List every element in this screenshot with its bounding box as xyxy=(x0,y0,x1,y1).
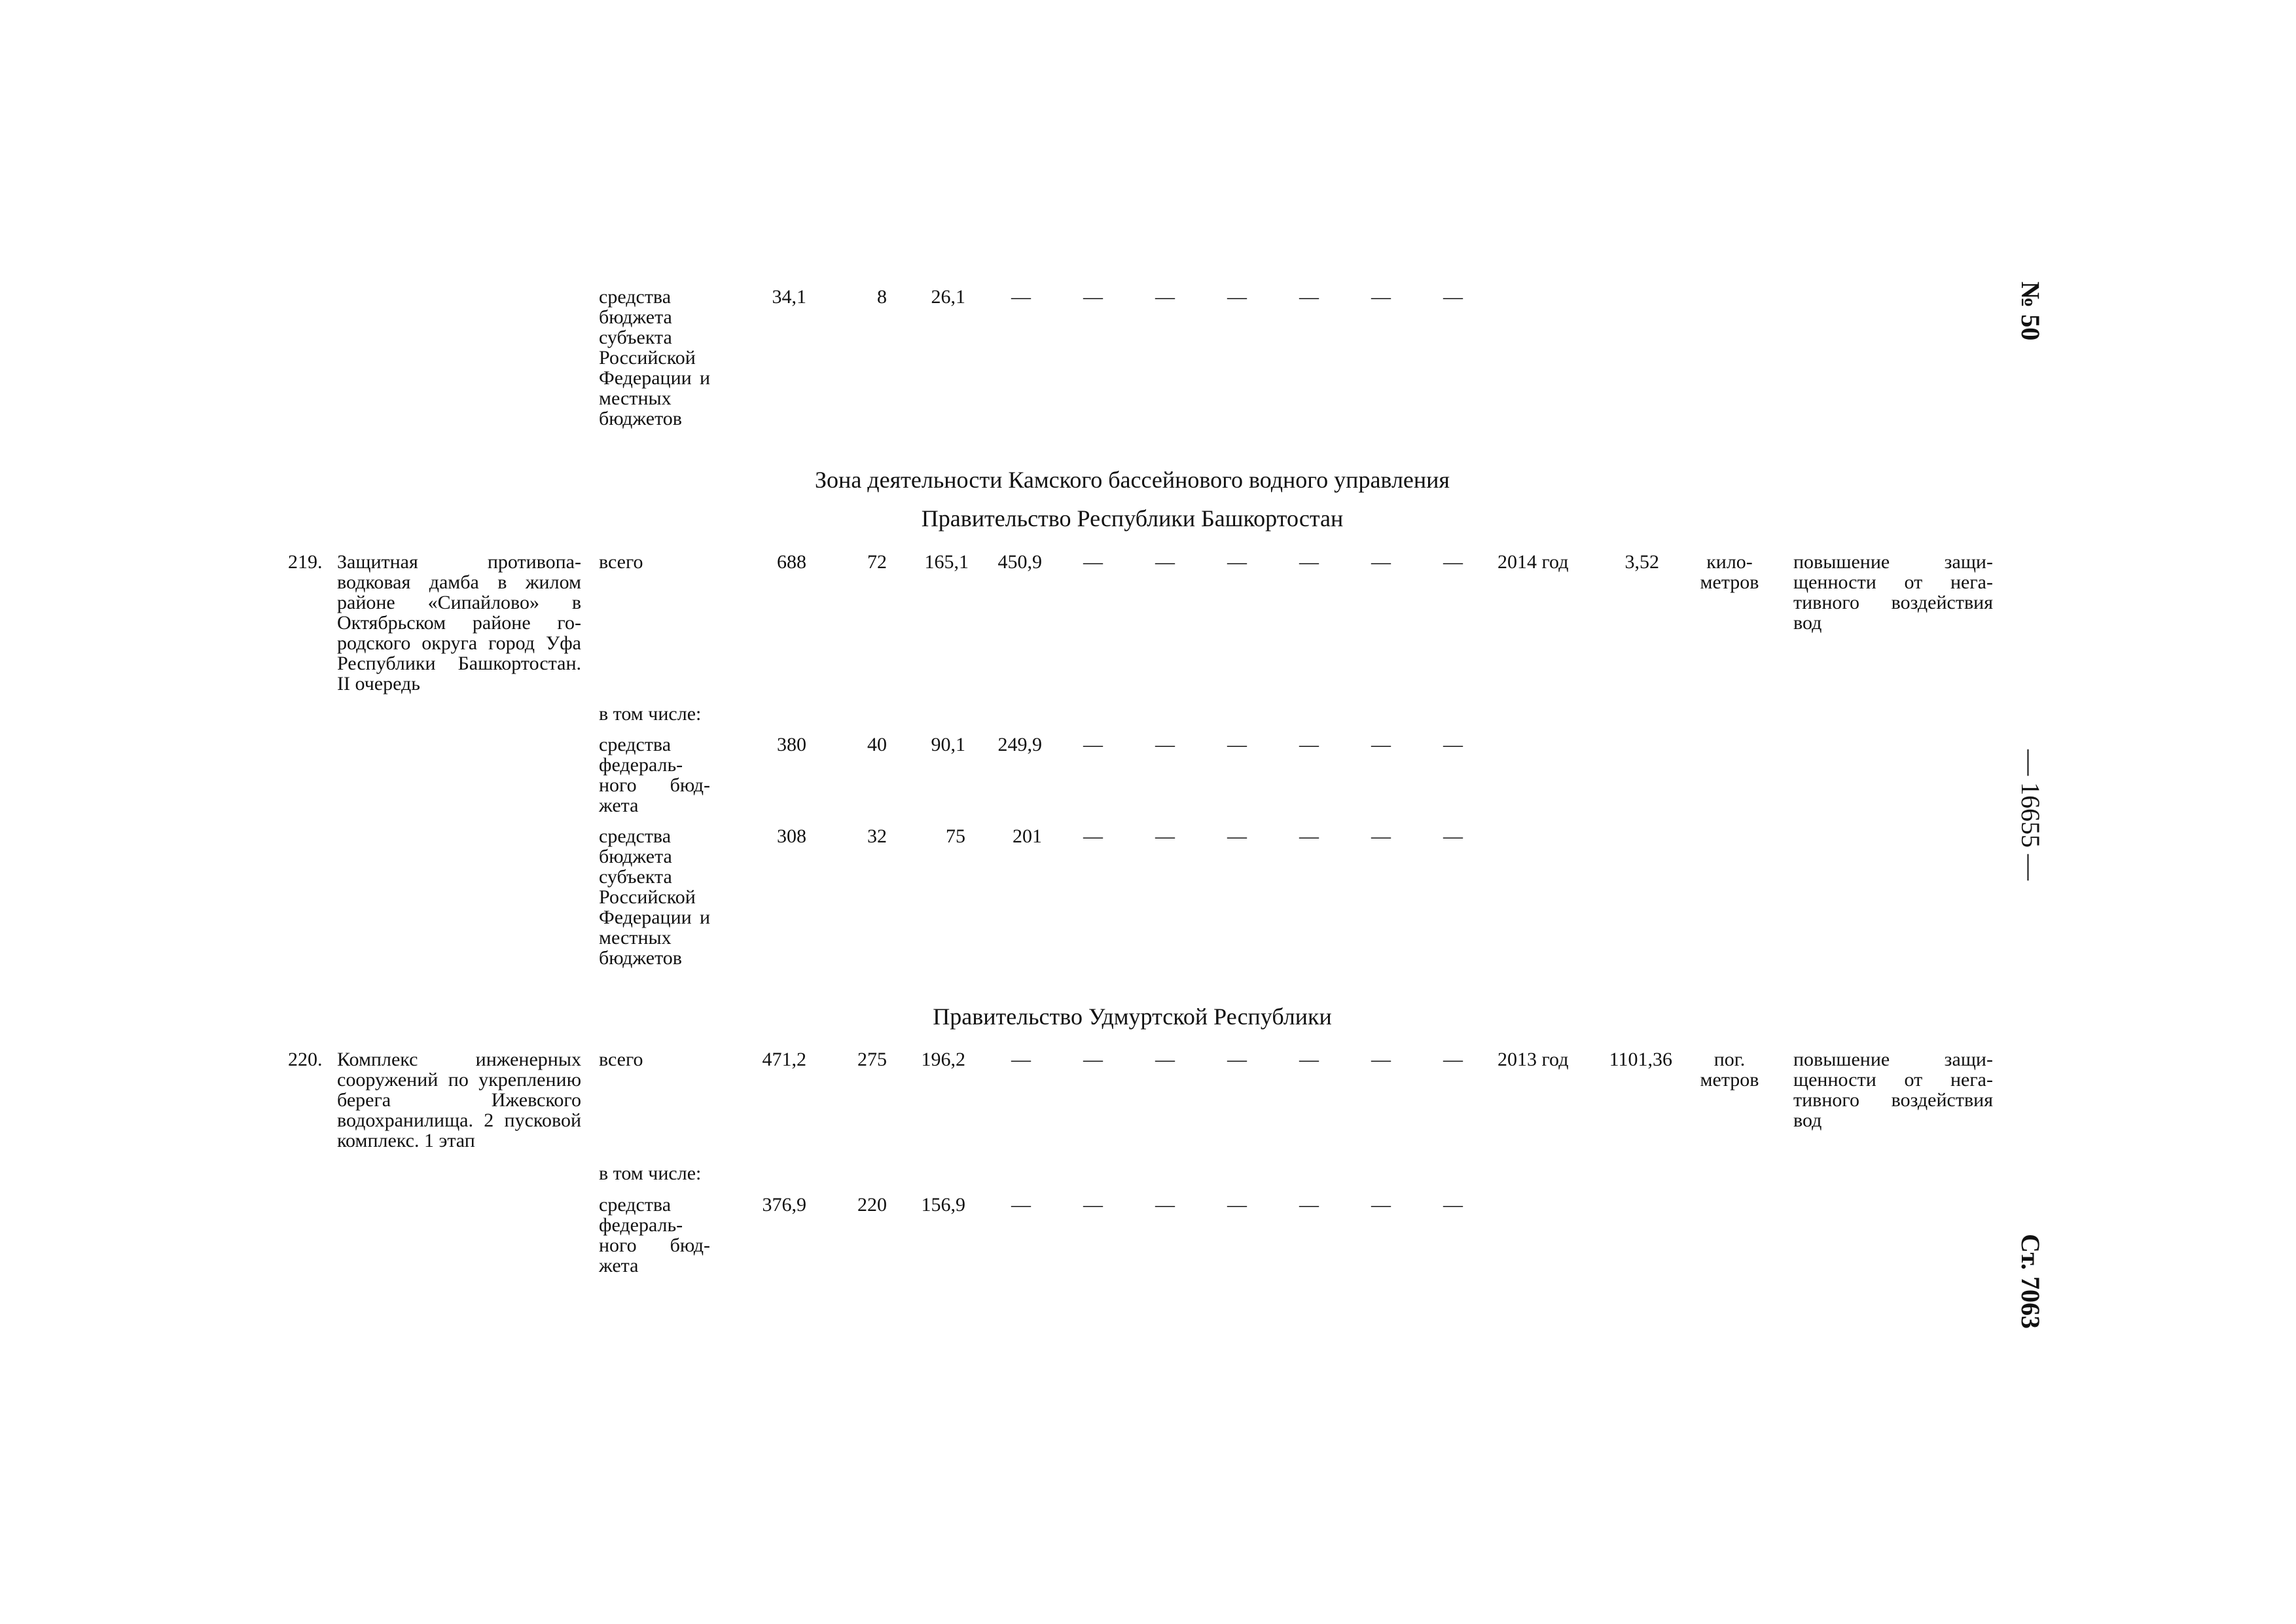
dash-cell: — xyxy=(1011,286,1031,308)
amount-total: 471,2 xyxy=(762,1049,806,1070)
amount-year-1: 32 xyxy=(867,825,887,847)
capacity-unit: километров xyxy=(1700,551,1759,593)
amount-year-2: 156,9 xyxy=(921,1194,965,1216)
dash-cell: — xyxy=(1083,1049,1103,1070)
amount-year-1: 40 xyxy=(867,734,887,755)
amount-year-2: 165,1 xyxy=(924,551,969,573)
amount-year-1: 220 xyxy=(857,1194,887,1216)
dash-cell: — xyxy=(1083,1194,1103,1216)
dash-cell: — xyxy=(1083,551,1103,573)
item-name: Защитная противопаводковая дамба в жилом районе «Сипайлово» в Октябрьском районе городского округа город Уфа Республики Башкортостан. II очередь xyxy=(337,551,581,695)
including-label: в том числе: xyxy=(599,1163,702,1184)
dash-cell: — xyxy=(1371,734,1391,755)
amount-year-1: 72 xyxy=(867,551,887,573)
dash-cell: — xyxy=(1443,551,1463,573)
dash-cell: — xyxy=(1299,551,1319,573)
funding-kind: всего xyxy=(599,1049,643,1070)
dash-cell: — xyxy=(1155,551,1175,573)
amount-total: 688 xyxy=(777,551,806,573)
amount-total: 380 xyxy=(777,734,806,755)
dash-cell: — xyxy=(1443,734,1463,755)
dash-cell: — xyxy=(1371,1194,1391,1216)
amount-year-3: 450,9 xyxy=(997,551,1042,573)
dash-cell: — xyxy=(1083,825,1103,847)
dash-cell: — xyxy=(1299,825,1319,847)
dash-cell: — xyxy=(1299,734,1319,755)
capacity-value: 1101,36 xyxy=(1609,1049,1672,1070)
completion-year: 2014 год xyxy=(1498,551,1569,573)
dash-cell: — xyxy=(1227,1194,1247,1216)
dash-cell: — xyxy=(1155,1194,1175,1216)
dash-cell: — xyxy=(1371,825,1391,847)
dash-cell: — xyxy=(1299,1194,1319,1216)
funding-source-label: средства федерального бюджета xyxy=(599,734,710,816)
amount-year-3: 249,9 xyxy=(997,734,1042,755)
amount-year-2: 26,1 xyxy=(931,286,965,308)
completion-year: 2013 год xyxy=(1498,1049,1569,1070)
item-name: Комплекс инженерных сооружений по укреплению берега Ижевского водохранилища. 2 пусковой комплекс. 1 этап xyxy=(337,1049,581,1151)
dash-cell: — xyxy=(1443,286,1463,308)
dash-cell: — xyxy=(1227,734,1247,755)
dash-cell: — xyxy=(1371,286,1391,308)
amount-year-2: 75 xyxy=(946,825,965,847)
region-heading: Правительство Республики Башкортостан xyxy=(921,505,1344,532)
funding-source-label: средства бюджета субъекта Российской Федерации и местных бюджетов xyxy=(599,825,710,969)
dash-cell: — xyxy=(1155,825,1175,847)
amount-year-1: 275 xyxy=(857,1049,887,1070)
page-number: — 16655 — xyxy=(2016,749,2045,880)
dash-cell: — xyxy=(1155,734,1175,755)
including-label: в том числе: xyxy=(599,703,702,725)
issue-number: № 50 xyxy=(2016,281,2045,341)
dash-cell: — xyxy=(1083,286,1103,308)
dash-cell: — xyxy=(1227,825,1247,847)
expected-result: повышение защищенности от негативного воздействия вод xyxy=(1793,1049,1993,1131)
dash-cell: — xyxy=(1227,1049,1247,1070)
dash-cell: — xyxy=(1443,1194,1463,1216)
amount-year-2: 90,1 xyxy=(931,734,965,755)
amount-total: 308 xyxy=(777,825,806,847)
capacity-unit: пог. метров xyxy=(1700,1049,1759,1091)
funding-source-label: средства федерального бюджета xyxy=(599,1194,710,1276)
dash-cell: — xyxy=(1443,825,1463,847)
capacity-value: 3,52 xyxy=(1624,551,1659,573)
funding-kind: всего xyxy=(599,551,643,573)
amount-total: 34,1 xyxy=(772,286,806,308)
dash-cell: — xyxy=(1155,1049,1175,1070)
amount-year-2: 196,2 xyxy=(921,1049,965,1070)
amount-year-1: 8 xyxy=(877,286,887,308)
dash-cell: — xyxy=(1011,1194,1031,1216)
region-heading: Правительство Удмуртской Республики xyxy=(933,1003,1332,1030)
dash-cell: — xyxy=(1227,551,1247,573)
dash-cell: — xyxy=(1011,1049,1031,1070)
dash-cell: — xyxy=(1299,1049,1319,1070)
expected-result: повышение защищенности от негативного воздействия вод xyxy=(1793,551,1993,634)
dash-cell: — xyxy=(1155,286,1175,308)
dash-cell: — xyxy=(1227,286,1247,308)
funding-source-label: средства бюджета субъекта Российской Федерации и местных бюджетов xyxy=(599,286,710,429)
item-number: 219. xyxy=(288,551,323,573)
dash-cell: — xyxy=(1299,286,1319,308)
dash-cell: — xyxy=(1443,1049,1463,1070)
dash-cell: — xyxy=(1371,551,1391,573)
dash-cell: — xyxy=(1083,734,1103,755)
item-number: 220. xyxy=(288,1049,323,1070)
dash-cell: — xyxy=(1371,1049,1391,1070)
article-number: Ст. 7063 xyxy=(2016,1234,2045,1329)
amount-year-3: 201 xyxy=(1013,825,1042,847)
amount-total: 376,9 xyxy=(762,1194,806,1216)
zone-heading: Зона деятельности Камского бассейнового водного управления xyxy=(815,467,1450,493)
